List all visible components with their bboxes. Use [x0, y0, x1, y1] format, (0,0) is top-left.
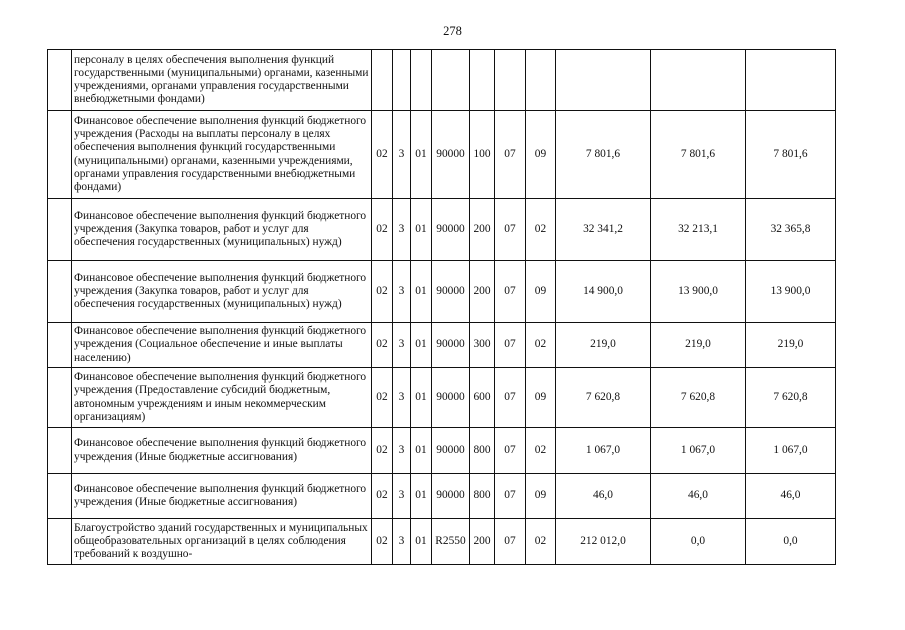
- amount-cell: [746, 50, 836, 111]
- row-number-cell: [48, 428, 72, 474]
- description-cell: Финансовое обеспечение выполнения функций бюджетного учреждения (Иные бюджетные ассигнования): [72, 428, 372, 474]
- code-cell: 3: [393, 474, 411, 519]
- amount-cell: 0,0: [651, 519, 746, 565]
- code-cell: 200: [470, 199, 495, 261]
- code-cell: 01: [411, 474, 432, 519]
- code-cell: 02: [372, 323, 393, 368]
- code-cell: [432, 50, 470, 111]
- code-cell: [411, 50, 432, 111]
- code-cell: 01: [411, 199, 432, 261]
- code-cell: 07: [495, 261, 526, 323]
- code-cell: [526, 50, 556, 111]
- description-cell: Финансовое обеспечение выполнения функций бюджетного учреждения (Закупка товаров, работ и услуг для обеспечения государственных (муниципальных) нужд): [72, 261, 372, 323]
- code-cell: 200: [470, 261, 495, 323]
- amount-cell: 219,0: [651, 323, 746, 368]
- code-cell: 90000: [432, 111, 470, 199]
- code-cell: 02: [372, 368, 393, 428]
- table-row: [48, 519, 836, 565]
- amount-cell: 219,0: [556, 323, 651, 368]
- code-cell: 02: [372, 261, 393, 323]
- code-cell: 01: [411, 111, 432, 199]
- row-number-cell: [48, 50, 72, 111]
- description-cell: Финансовое обеспечение выполнения функций бюджетного учреждения (Иные бюджетные ассигнования): [72, 474, 372, 519]
- page-number: 278: [443, 24, 462, 38]
- description-cell: Финансовое обеспечение выполнения функций бюджетного учреждения (Закупка товаров, работ и услуг для обеспечения государственных (муниципальных) нужд): [72, 199, 372, 261]
- amount-cell: 219,0: [746, 323, 836, 368]
- row-number-cell: [48, 368, 72, 428]
- code-cell: 90000: [432, 474, 470, 519]
- row-number-cell: [48, 111, 72, 199]
- table-row: [48, 111, 836, 199]
- budget-table: [47, 49, 836, 565]
- amount-cell: 212 012,0: [556, 519, 651, 565]
- code-cell: 09: [526, 111, 556, 199]
- code-cell: 300: [470, 323, 495, 368]
- code-cell: 02: [526, 323, 556, 368]
- code-cell: 02: [372, 111, 393, 199]
- amount-cell: 7 620,8: [556, 368, 651, 428]
- amount-cell: 7 620,8: [746, 368, 836, 428]
- code-cell: 02: [372, 199, 393, 261]
- code-cell: 90000: [432, 199, 470, 261]
- code-cell: 02: [526, 428, 556, 474]
- code-cell: 07: [495, 323, 526, 368]
- code-cell: 01: [411, 323, 432, 368]
- amount-cell: 7 801,6: [556, 111, 651, 199]
- row-number-cell: [48, 261, 72, 323]
- amount-cell: 7 801,6: [651, 111, 746, 199]
- code-cell: 90000: [432, 368, 470, 428]
- amount-cell: 46,0: [651, 474, 746, 519]
- code-cell: 3: [393, 428, 411, 474]
- description-cell: персоналу в целях обеспечения выполнения функций государственными (муниципальными) органами, казенными учреждениями, органами управления государственными внебюджетными фондами): [72, 50, 372, 111]
- code-cell: 02: [526, 519, 556, 565]
- code-cell: 01: [411, 261, 432, 323]
- code-cell: [372, 50, 393, 111]
- code-cell: 07: [495, 111, 526, 199]
- row-number-cell: [48, 199, 72, 261]
- code-cell: 3: [393, 368, 411, 428]
- amount-cell: 1 067,0: [651, 428, 746, 474]
- code-cell: 3: [393, 519, 411, 565]
- amount-cell: 46,0: [556, 474, 651, 519]
- code-cell: 3: [393, 261, 411, 323]
- amount-cell: 7 620,8: [651, 368, 746, 428]
- table-row: [48, 428, 836, 474]
- table-row: [48, 50, 836, 111]
- table-row: [48, 199, 836, 261]
- code-cell: 3: [393, 199, 411, 261]
- table-row: [48, 474, 836, 519]
- code-cell: 07: [495, 519, 526, 565]
- code-cell: 07: [495, 199, 526, 261]
- table-row: [48, 261, 836, 323]
- code-cell: 09: [526, 368, 556, 428]
- amount-cell: 32 213,1: [651, 199, 746, 261]
- code-cell: [495, 50, 526, 111]
- code-cell: 01: [411, 519, 432, 565]
- amount-cell: 14 900,0: [556, 261, 651, 323]
- code-cell: 02: [372, 428, 393, 474]
- code-cell: [470, 50, 495, 111]
- code-cell: 01: [411, 428, 432, 474]
- code-cell: 02: [372, 519, 393, 565]
- code-cell: 800: [470, 428, 495, 474]
- code-cell: 09: [526, 261, 556, 323]
- code-cell: [393, 50, 411, 111]
- code-cell: 07: [495, 368, 526, 428]
- amount-cell: 1 067,0: [746, 428, 836, 474]
- description-cell: Финансовое обеспечение выполнения функций бюджетного учреждения (Расходы на выплаты персоналу в целях обеспечения выполнения функций государственными (муниципальными) органами, казенными учреждениями, органами управления государственными внебюджетными фондами): [72, 111, 372, 199]
- code-cell: 09: [526, 474, 556, 519]
- code-cell: 01: [411, 368, 432, 428]
- code-cell: 200: [470, 519, 495, 565]
- amount-cell: 46,0: [746, 474, 836, 519]
- amount-cell: 32 341,2: [556, 199, 651, 261]
- code-cell: 07: [495, 428, 526, 474]
- code-cell: R2550: [432, 519, 470, 565]
- code-cell: 02: [372, 474, 393, 519]
- amount-cell: [651, 50, 746, 111]
- row-number-cell: [48, 519, 72, 565]
- table-row: [48, 323, 836, 368]
- code-cell: 07: [495, 474, 526, 519]
- code-cell: 600: [470, 368, 495, 428]
- code-cell: 90000: [432, 428, 470, 474]
- row-number-cell: [48, 474, 72, 519]
- code-cell: 3: [393, 323, 411, 368]
- code-cell: 90000: [432, 323, 470, 368]
- amount-cell: 1 067,0: [556, 428, 651, 474]
- table-row: [48, 368, 836, 428]
- description-cell: Финансовое обеспечение выполнения функций бюджетного учреждения (Предоставление субсидий бюджетным, автономным учреждениям и иным некоммерческим организациям): [72, 368, 372, 428]
- code-cell: 800: [470, 474, 495, 519]
- description-cell: Финансовое обеспечение выполнения функций бюджетного учреждения (Социальное обеспечение и иные выплаты населению): [72, 323, 372, 368]
- code-cell: 02: [526, 199, 556, 261]
- amount-cell: 13 900,0: [746, 261, 836, 323]
- code-cell: 3: [393, 111, 411, 199]
- code-cell: 100: [470, 111, 495, 199]
- description-cell: Благоустройство зданий государственных и муниципальных общеобразовательных организаций в целях соблюдения требований к воздушно-: [72, 519, 372, 565]
- amount-cell: 13 900,0: [651, 261, 746, 323]
- amount-cell: 7 801,6: [746, 111, 836, 199]
- amount-cell: 32 365,8: [746, 199, 836, 261]
- amount-cell: [556, 50, 651, 111]
- amount-cell: 0,0: [746, 519, 836, 565]
- row-number-cell: [48, 323, 72, 368]
- code-cell: 90000: [432, 261, 470, 323]
